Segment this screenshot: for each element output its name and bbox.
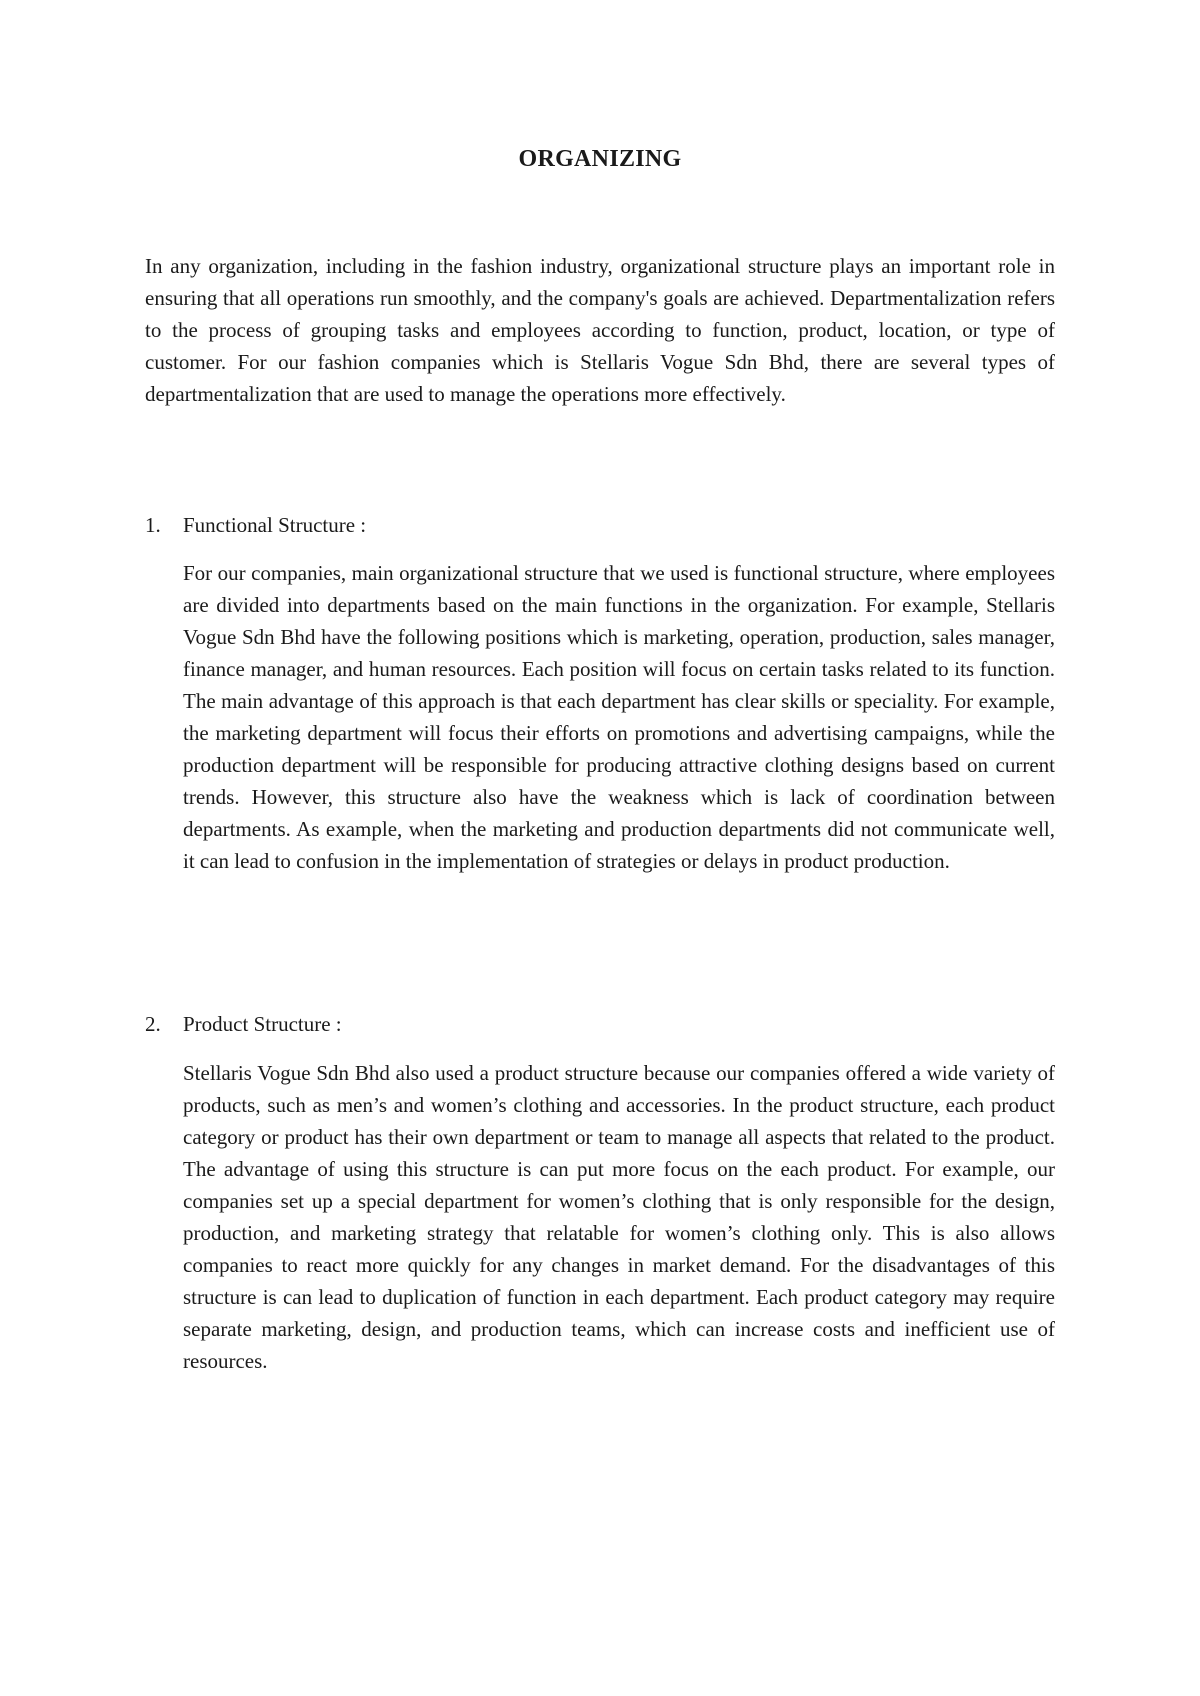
product-structure-paragraph: Stellaris Vogue Sdn Bhd also used a product structure because our companies offered a wide variety of products, such as men’s and women’s clothing and accessories. In the product structure, each product category or product has their own department or team to manage all aspects that related to the product. The advantage of using this structure is can put more focus on the each product. For example, our companies set up a special department for women’s clothing that is only responsible for the design, production, and marketing strategy that relatable for women’s clothing only. This is also allows companies to react more quickly for any changes in market demand. For the disadvantages of this structure is can lead to duplication of function in each department. Each product category may require separate marketing, design, and production teams, which can increase costs and inefficient use of resources. [183,1061,1055,1373]
section-title: Product Structure : [183,1012,342,1036]
intro-paragraph: In any organization, including in the fashion industry, organizational structure plays an important role in ensuring that all operations run smoothly, and the company's goals are achieved. Departmentalization refers to the process of grouping tasks and employees according to function, product, location, or type of customer. For our fashion companies which is Stellaris Vogue Sdn Bhd, there are several types of departmentalization that are used to manage the operations more effectively. [145,254,1055,406]
page-title: ORGANIZING [518,146,682,172]
functional-structure-paragraph: For our companies, main organizational structure that we used is functional structure, where employees are divided into departments based on the main functions in the organization. For example, Stellaris Vogue Sdn Bhd have the following positions which is marketing, operation, production, sales manager, finance manager, and human resources. Each position will focus on certain tasks related to its function. The main advantage of this approach is that each department has clear skills or speciality. For example, the marketing department will focus their efforts on promotions and advertising campaigns, while the production department will be responsible for producing attractive clothing designs based on current trends. However, this structure also have the weakness which is lack of coordination between departments. As example, when the marketing and production departments did not communicate well, it can lead to confusion in the implementation of strategies or delays in product production. [183,561,1055,873]
section-title: Functional Structure : [183,513,367,537]
list-number: 2. [145,1012,161,1036]
list-number: 1. [145,513,161,537]
